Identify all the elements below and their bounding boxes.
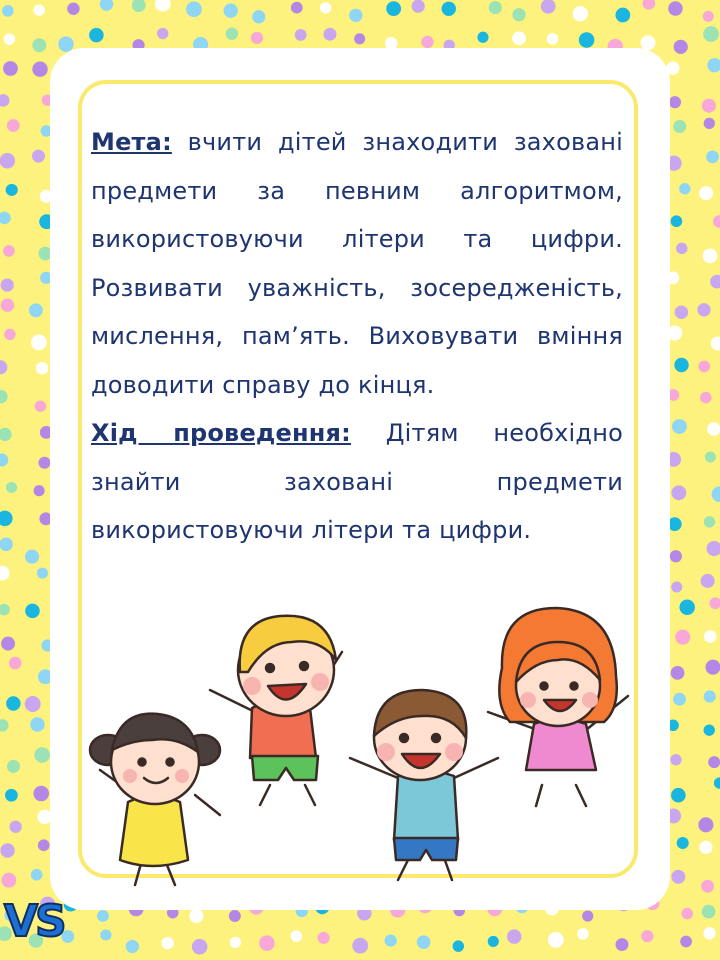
confetti-dot (507, 929, 521, 943)
confetti-dot (702, 99, 716, 113)
confetti-dot (38, 457, 50, 469)
confetti-dot (9, 657, 22, 670)
confetti-dot (699, 186, 713, 200)
confetti-dot (2, 5, 14, 17)
confetti-dot (291, 930, 303, 942)
confetti-dot (0, 153, 15, 169)
confetti-dot (186, 1, 202, 17)
confetti-dot (354, 33, 365, 44)
confetti-dot (671, 485, 686, 500)
confetti-dot (677, 837, 689, 849)
confetti-dot (579, 32, 595, 48)
confetti-dot (674, 358, 688, 372)
confetti-dot (675, 630, 690, 645)
brown-hair-boy-figure (350, 690, 498, 880)
confetti-dot (679, 183, 690, 194)
confetti-dot (512, 31, 526, 45)
confetti-dot (161, 937, 173, 949)
confetti-dot (704, 690, 716, 702)
confetti-dot (32, 62, 47, 77)
confetti-dot (641, 930, 653, 942)
confetti-dot (704, 724, 715, 735)
confetti-dot (453, 940, 464, 951)
confetti-dot (703, 249, 718, 264)
goal-text: вчити дітей знаходити заховані предмети за певним алгоритмом, використовуючи літери та цифри. Розвивати уважність, зосередженість, мислення, пам’ять. Виховувати вміння доводити справу до кінця. (91, 128, 623, 399)
goal-label: Мета: (91, 128, 172, 156)
description-text (91, 118, 623, 555)
confetti-dot (548, 932, 564, 948)
confetti-dot (669, 96, 681, 108)
confetti-dot (698, 817, 713, 832)
blond-boy-figure (210, 616, 342, 805)
confetti-dot (32, 150, 45, 163)
confetti-dot (705, 451, 716, 462)
confetti-dot (670, 754, 681, 765)
confetti-dot (5, 789, 18, 802)
confetti-dot (34, 747, 50, 763)
confetti-dot (126, 940, 139, 953)
confetti-dot (9, 821, 21, 833)
confetti-dot (7, 119, 20, 132)
confetti-dot (704, 630, 717, 643)
procedure-text: Дітям необхідно знайти заховані предмети використовуючи літери та цифри. (91, 419, 623, 544)
confetti-dot (0, 360, 7, 374)
confetti-dot (547, 33, 559, 45)
confetti-dot (712, 486, 720, 502)
confetti-dot (412, 0, 425, 13)
confetti-dot (672, 419, 687, 434)
confetti-dot (251, 32, 263, 44)
confetti-dot (0, 212, 11, 225)
confetti-dot (671, 788, 686, 803)
confetti-dot (229, 910, 241, 922)
confetti-dot (703, 11, 714, 22)
confetti-dot (707, 58, 720, 72)
confetti-dot (4, 329, 15, 340)
confetti-dot (671, 666, 685, 680)
confetti-dot (6, 184, 18, 196)
confetti-dot (3, 245, 15, 257)
confetti-dot (189, 909, 203, 923)
confetti-dot (0, 566, 10, 581)
confetti-dot (673, 693, 686, 706)
confetti-dot (0, 390, 8, 403)
confetti-dot (704, 516, 715, 527)
confetti-dot (0, 94, 9, 107)
confetti-dot (295, 29, 307, 41)
confetti-dot (0, 537, 13, 551)
procedure-paragraph (91, 409, 623, 555)
confetti-dot (417, 935, 431, 949)
confetti-dot (323, 28, 336, 41)
confetti-dot (0, 604, 10, 615)
confetti-dot (541, 0, 556, 14)
confetti-dot (703, 26, 719, 42)
confetti-dot (30, 717, 44, 731)
confetti-dot (705, 660, 720, 675)
confetti-dot (1, 873, 16, 888)
confetti-dot (1, 298, 14, 311)
procedure-label: Хід проведення: (91, 419, 351, 447)
confetti-dot (442, 2, 456, 16)
confetti-dot (573, 6, 588, 21)
confetti-dot (1, 637, 15, 651)
confetti-dot (0, 719, 9, 731)
confetti-dot (32, 38, 46, 52)
confetti-dot (192, 939, 208, 955)
confetti-dot (6, 482, 17, 493)
confetti-dot (674, 40, 688, 54)
confetti-dot (643, 0, 656, 10)
confetti-dot (67, 3, 79, 15)
confetti-dot (97, 910, 109, 922)
confetti-dot (577, 928, 589, 940)
confetti-dot (421, 36, 433, 48)
confetti-dot (132, 0, 146, 12)
confetti-dot (224, 4, 238, 18)
confetti-dot (698, 361, 710, 373)
confetti-dot (668, 1, 682, 15)
confetti-dot (37, 568, 48, 579)
confetti-dot (673, 120, 686, 133)
confetti-dot (702, 905, 716, 919)
confetti-dot (670, 550, 682, 562)
confetti-dot (704, 118, 715, 129)
confetti-dot (100, 929, 111, 940)
confetti-dot (0, 428, 12, 441)
confetti-dot (155, 0, 171, 12)
confetti-dot (681, 908, 692, 919)
confetti-dot (512, 8, 525, 21)
confetti-dot (34, 485, 45, 496)
confetti-dot (707, 541, 720, 556)
confetti-dot (697, 303, 710, 316)
confetti-dot (385, 934, 397, 946)
confetti-dot (707, 422, 720, 435)
confetti-dot (31, 334, 47, 350)
vs-logo: VS (4, 896, 64, 947)
jumping-children-illustration (80, 590, 640, 900)
confetti-dot (488, 936, 499, 947)
confetti-dot (35, 400, 46, 411)
confetti-dot (226, 28, 238, 40)
confetti-dot (100, 0, 113, 11)
confetti-dot (699, 841, 712, 854)
confetti-dot (25, 604, 40, 619)
confetti-dot (706, 151, 719, 164)
goal-paragraph (91, 118, 623, 409)
confetti-dot (33, 4, 44, 15)
confetti-dot (615, 8, 630, 23)
confetti-dot (352, 938, 368, 954)
confetti-dot (31, 869, 43, 881)
confetti-dot (0, 453, 8, 466)
confetti-dot (701, 880, 714, 893)
confetti-dot (671, 215, 683, 227)
confetti-dot (700, 392, 712, 404)
confetti-dot (230, 937, 241, 948)
confetti-dot (25, 550, 39, 564)
confetti-dot (701, 574, 715, 588)
girl-pigtails-figure (90, 714, 220, 885)
confetti-dot (671, 870, 685, 884)
confetti-dot (89, 28, 104, 43)
confetti-dot (0, 843, 14, 857)
confetti-dot (679, 600, 694, 615)
confetti-dot (318, 932, 330, 944)
confetti-dot (349, 9, 362, 22)
red-hair-girl-figure (488, 608, 628, 806)
confetti-dot (252, 10, 265, 23)
confetti-dot (320, 2, 331, 13)
confetti-dot (671, 581, 682, 592)
confetti-dot (386, 1, 401, 16)
confetti-dot (259, 935, 275, 951)
confetti-dot (708, 756, 720, 768)
confetti-dot (291, 2, 303, 14)
confetti-dot (33, 786, 49, 802)
confetti-dot (489, 1, 502, 14)
confetti-dot (0, 511, 13, 527)
confetti-dot (675, 306, 688, 319)
confetti-dot (3, 61, 18, 76)
confetti-dot (6, 696, 20, 710)
confetti-dot (710, 275, 720, 289)
confetti-dot (676, 243, 687, 254)
confetti-dot (709, 597, 720, 609)
confetti-dot (680, 936, 692, 948)
confetti-dot (1, 278, 14, 291)
confetti-dot (4, 33, 15, 44)
confetti-dot (25, 696, 41, 712)
confetti-dot (36, 362, 48, 374)
confetti-dot (38, 839, 50, 851)
confetti-dot (29, 303, 43, 317)
confetti-dot (582, 910, 593, 921)
confetti-dot (616, 938, 629, 951)
confetti-dot (711, 337, 720, 351)
confetti-dot (7, 760, 20, 773)
confetti-dot (477, 32, 488, 43)
confetti-dot (713, 215, 720, 228)
confetti-dot (714, 777, 720, 788)
confetti-dot (157, 28, 168, 39)
confetti-dot (703, 927, 715, 939)
